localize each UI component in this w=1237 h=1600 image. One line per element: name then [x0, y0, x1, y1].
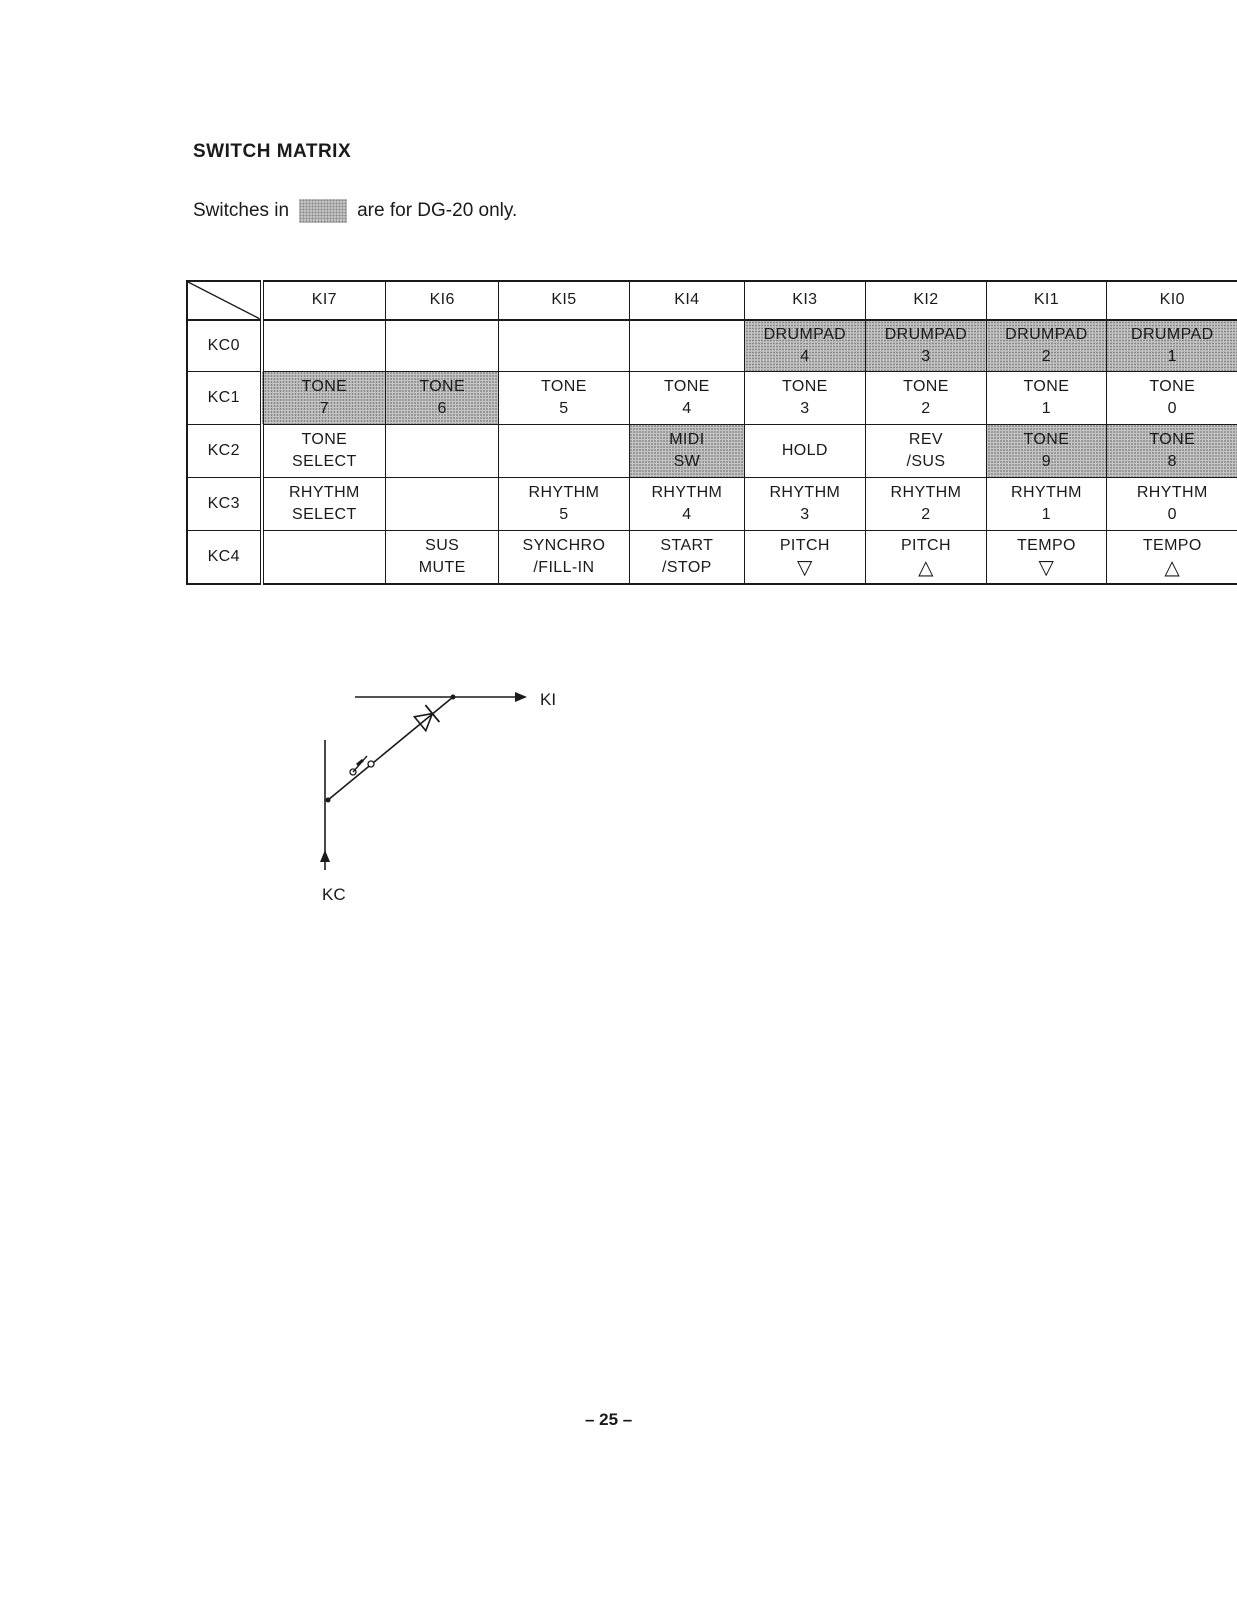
cell-label-line1: TONE	[663, 377, 710, 395]
row-label: KC0	[187, 320, 262, 372]
cell-label-line2: /SUS	[906, 452, 946, 470]
matrix-cell	[1106, 530, 1237, 584]
matrix-cell	[629, 530, 745, 584]
cell-label-line2: △	[918, 556, 934, 579]
column-header: KI3	[745, 281, 865, 320]
cell-label-line1: PITCH	[900, 536, 951, 554]
matrix-cell	[865, 424, 987, 477]
column-header: KI7	[262, 281, 386, 320]
cell-label-line1: TEMPO	[1142, 536, 1202, 554]
cell-label-line1: MIDI	[669, 430, 705, 448]
cell-label-line2: 2	[921, 505, 931, 523]
row-label: KC4	[187, 530, 262, 584]
matrix-cell	[745, 530, 865, 584]
matrix-cell	[499, 477, 629, 530]
cell-label-line1: RHYTHM	[769, 483, 841, 501]
cell-label-line2: /FILL-IN	[533, 558, 595, 576]
cell-label-line2: ▽	[1038, 556, 1055, 579]
cell-label-line1: TONE	[541, 377, 587, 395]
matrix-cell	[262, 477, 386, 530]
cell-label-line2: 4	[800, 347, 810, 365]
dg20-note	[193, 199, 517, 223]
cell-label-line1: TONE	[1023, 377, 1070, 395]
matrix-cell	[629, 320, 745, 372]
matrix-cell	[865, 530, 987, 584]
column-header: KI0	[1106, 281, 1237, 320]
matrix-cell-dg20	[987, 320, 1106, 372]
matrix-cell	[262, 530, 386, 584]
cell-label-line2: 9	[1041, 452, 1052, 470]
matrix-cell	[499, 530, 629, 584]
column-header: KI2	[865, 281, 987, 320]
cell-label-line2: 3	[800, 505, 810, 523]
column-header: KI5	[499, 281, 629, 320]
cell-label-line1: RHYTHM	[528, 483, 600, 501]
column-header: KI4	[629, 281, 745, 320]
cell-label-line2: 4	[682, 505, 692, 523]
cell-label-line1: RHYTHM	[288, 483, 360, 501]
cell-label-line1: TONE	[1023, 430, 1070, 448]
matrix-row	[187, 477, 1237, 530]
matrix-cell	[745, 477, 865, 530]
cell-label-line1: SUS	[425, 536, 460, 554]
matrix-cell	[629, 477, 745, 530]
cell-label-line2: MUTE	[418, 558, 466, 576]
page-heading: SWITCH MATRIX	[193, 141, 352, 162]
matrix-cell-dg20	[629, 424, 745, 477]
page-number: – 25 –	[585, 1410, 633, 1429]
cell-label-line1: REV	[908, 430, 943, 448]
matrix-cell	[386, 320, 499, 372]
cell-label-line1: TONE	[301, 430, 348, 448]
cell-label-line1: TONE	[301, 377, 348, 395]
cell-label-line2: 3	[921, 347, 931, 365]
matrix-cell	[987, 371, 1106, 424]
cell-label-line1: RHYTHM	[651, 483, 723, 501]
dg20-shading-swatch	[299, 199, 347, 223]
matrix-cell	[745, 424, 865, 477]
matrix-row	[187, 530, 1237, 584]
cell-label-line2: △	[1164, 556, 1181, 579]
matrix-cell-dg20	[1106, 320, 1237, 372]
column-header: KI6	[386, 281, 499, 320]
ki-label: KI	[540, 690, 557, 709]
matrix-cell	[1106, 371, 1237, 424]
cell-label-line2: 1	[1167, 347, 1177, 365]
cell-label-line1: TONE	[903, 377, 949, 395]
cell-label-line2: SELECT	[292, 505, 357, 523]
cell-label-line2: 0	[1167, 399, 1177, 417]
matrix-cell	[262, 320, 386, 372]
matrix-cell	[987, 477, 1106, 530]
cell-label-line2: 2	[921, 399, 931, 417]
kc-label: KC	[322, 885, 346, 904]
header-row	[187, 281, 1237, 320]
cell-label-line2: 6	[437, 399, 447, 417]
matrix-cell-dg20	[745, 320, 865, 372]
cell-label-line2: SW	[673, 452, 701, 470]
cell-label-line1: DRUMPAD	[1005, 325, 1088, 343]
row-label: KC2	[187, 424, 262, 477]
note-text-after: are for DG-20 only.	[357, 200, 518, 221]
corner-cell	[187, 281, 262, 320]
matrix-cell	[745, 371, 865, 424]
matrix-cell-dg20	[386, 371, 499, 424]
cell-label-line2: 0	[1167, 505, 1177, 523]
matrix-cell-dg20	[987, 424, 1106, 477]
cell-label-line1: PITCH	[779, 536, 830, 554]
cell-label-line1: TONE	[1149, 377, 1196, 395]
matrix-cell	[386, 477, 499, 530]
matrix-row	[187, 424, 1237, 477]
matrix-row	[187, 320, 1237, 372]
cell-label-line1: DRUMPAD	[763, 325, 847, 343]
cell-label-line1: RHYTHM	[890, 483, 962, 501]
cell-label-line2: 1	[1041, 399, 1052, 417]
matrix-cell-dg20	[865, 320, 987, 372]
matrix-cell	[262, 424, 386, 477]
matrix-cell	[1106, 477, 1237, 530]
cell-label-line1: HOLD	[781, 441, 828, 459]
cell-label-line1: TEMPO	[1016, 536, 1076, 554]
matrix-cell	[865, 477, 987, 530]
note-text-before: Switches in	[193, 200, 290, 221]
switch-diode-circuit-diagram	[315, 680, 555, 880]
row-label: KC3	[187, 477, 262, 530]
cell-label-line1: TONE	[419, 377, 466, 395]
cell-label-line1: TONE	[1149, 430, 1196, 448]
cell-label-line2: 7	[319, 399, 330, 417]
matrix-cell-dg20	[1106, 424, 1237, 477]
row-label: KC1	[187, 371, 262, 424]
cell-label-line2: 8	[1167, 452, 1177, 470]
cell-label-line2: 5	[559, 505, 569, 523]
column-header: KI1	[987, 281, 1106, 320]
cell-label-line1: RHYTHM	[1136, 483, 1208, 501]
matrix-cell-dg20	[262, 371, 386, 424]
cell-label-line2: 1	[1041, 505, 1052, 523]
cell-label-line1: START	[660, 536, 714, 554]
cell-label-line2: 2	[1041, 347, 1052, 365]
cell-label-line2: /STOP	[662, 558, 712, 576]
cell-label-line1: DRUMPAD	[1131, 325, 1214, 343]
cell-label-line2: 4	[682, 399, 692, 417]
cell-label-line2: ▽	[796, 556, 813, 579]
cell-label-line2: SELECT	[292, 452, 357, 470]
matrix-row	[187, 371, 1237, 424]
matrix-cell	[987, 530, 1106, 584]
matrix-cell	[499, 371, 629, 424]
cell-label-line2: 5	[559, 399, 569, 417]
matrix-cell	[499, 424, 629, 477]
matrix-cell	[386, 530, 499, 584]
matrix-cell	[865, 371, 987, 424]
matrix-cell	[629, 371, 745, 424]
matrix-cell	[386, 424, 499, 477]
cell-label-line1: TONE	[781, 377, 828, 395]
cell-label-line1: RHYTHM	[1011, 483, 1082, 501]
cell-label-line1: DRUMPAD	[884, 325, 968, 343]
cell-label-line2: 3	[800, 399, 810, 417]
switch-matrix-table	[186, 280, 1237, 585]
matrix-cell	[499, 320, 629, 372]
cell-label-line1: SYNCHRO	[522, 536, 606, 554]
